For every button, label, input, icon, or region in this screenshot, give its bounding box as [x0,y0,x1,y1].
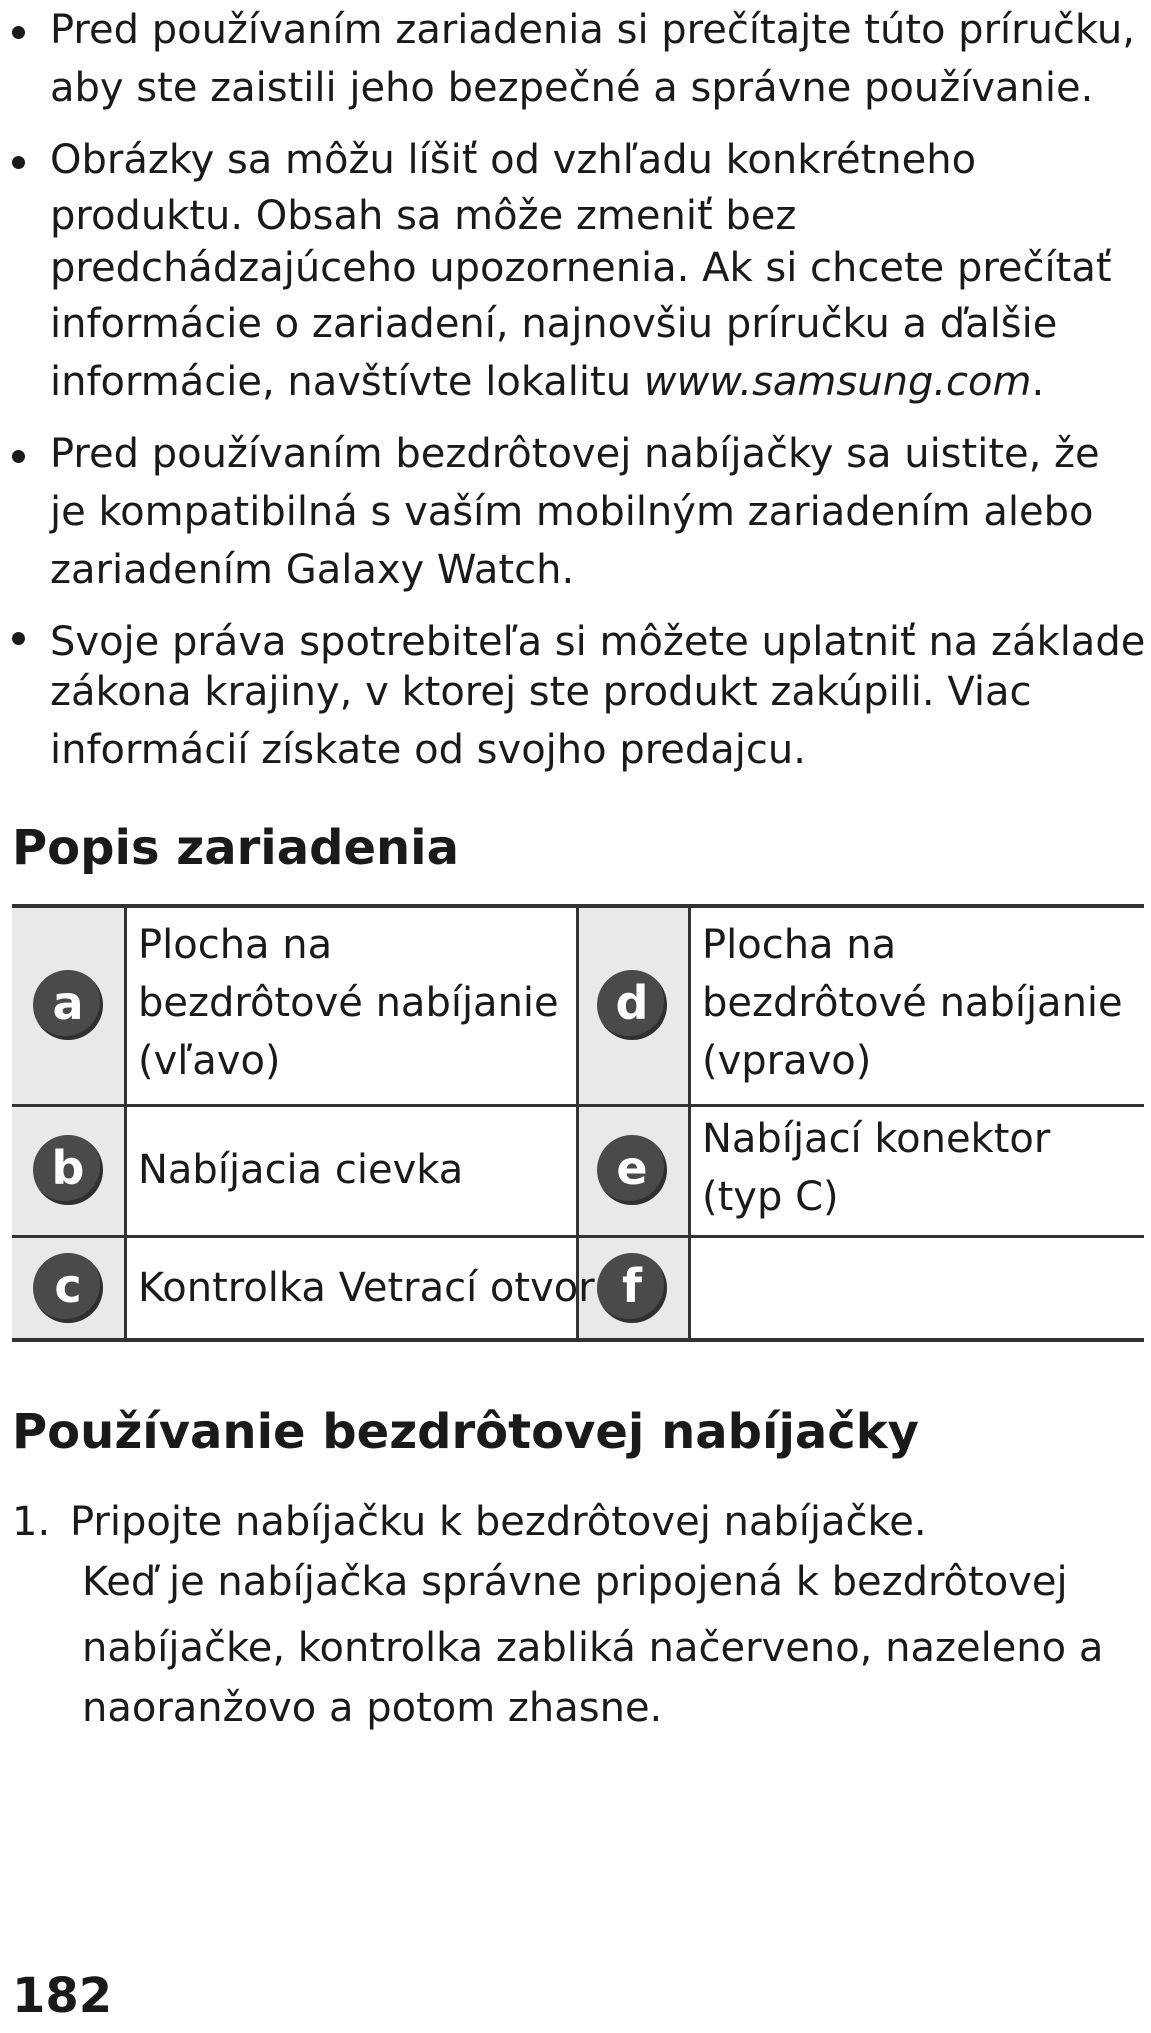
column-divider [124,908,127,1338]
bullet-dot-icon [12,632,25,645]
bullet-line-suffix: . [1031,359,1045,405]
bullet-line: produktu. Obsah sa môže zmeniť bez [50,193,797,239]
step-detail-line: naoranžovo a potom zhasne. [82,1685,663,1731]
bullet-line: zariadením Galaxy Watch. [50,547,575,593]
bullet-line: Svoje práva spotrebiteľa si môžete uplatniť na základe [50,619,1146,665]
bullet-line-text: informácie, navštívte lokalitu [50,359,644,405]
part-a-label-line: bezdrôtové nabíjanie [138,980,559,1026]
bullet-line: Pred používaním zariadenia si prečítajte túto príručku, [50,7,1135,53]
bullet-line: predchádzajúceho upozornenia. Ak si chcete prečítať [50,245,1112,291]
step-detail-line: nabíjačke, kontrolka zabliká načerveno, nazeleno a [82,1625,1104,1671]
step-number: 1. [12,1499,51,1545]
bullet-dot-icon [12,156,25,169]
part-d-label-line: Plocha na [702,922,897,968]
part-d-label-line: (vpravo) [702,1038,872,1084]
part-b-label-line: Nabíjacia cievka [138,1147,464,1193]
part-a-label-line: (vľavo) [138,1038,281,1084]
bullet-dot-icon [12,450,25,463]
part-a-badge-icon: a [33,970,103,1040]
bullet-line: aby ste zaistili jeho bezpečné a správne používanie. [50,65,1094,111]
bullet-line: informácií získate od svojho predajcu. [50,727,806,773]
bullet-line [50,358,1044,406]
bullet-line: Pred používaním bezdrôtovej nabíjačky sa uistite, že [50,431,1100,477]
step-text: Pripojte nabíjačku k bezdrôtovej nabíjačke. [70,1499,927,1545]
bullet-line: Obrázky sa môžu líšiť od vzhľadu konkrétneho [50,137,977,183]
device-parts-table [12,904,1144,1342]
part-b-badge-icon: b [33,1135,103,1205]
part-c-badge-icon: c [33,1253,103,1323]
samsung-website-link[interactable]: www.samsung.com [643,359,1032,405]
part-c-label-line: Kontrolka Vetrací otvor [138,1265,595,1311]
part-d-label-line: bezdrôtové nabíjanie [702,980,1123,1026]
part-e-badge-icon: e [597,1135,667,1205]
part-d-badge-icon: d [597,970,667,1040]
bullet-dot-icon [12,26,25,39]
part-a-label-line: Plocha na [138,922,333,968]
row-divider [12,1235,1144,1238]
row-divider [12,1104,1144,1107]
column-divider [688,908,691,1338]
step-detail-line: Keď je nabíjačka správne pripojená k bezdrôtovej [82,1559,1068,1605]
part-e-label-line: Nabíjací konektor [702,1116,1051,1162]
part-f-badge-icon: f [597,1253,667,1323]
using-wireless-charger-heading: Používanie bezdrôtovej nabíjačky [12,1404,919,1460]
bullet-line: informácie o zariadení, najnovšiu príručku a ďalšie [50,301,1058,347]
device-description-heading: Popis zariadenia [12,820,460,876]
page-number: 182 [12,1968,113,2024]
bullet-line: zákona krajiny, v ktorej ste produkt zakúpili. Viac [50,669,1032,715]
bullet-line: je kompatibilná s vaším mobilným zariadením alebo [50,489,1094,535]
part-e-label-line: (typ C) [702,1174,839,1220]
